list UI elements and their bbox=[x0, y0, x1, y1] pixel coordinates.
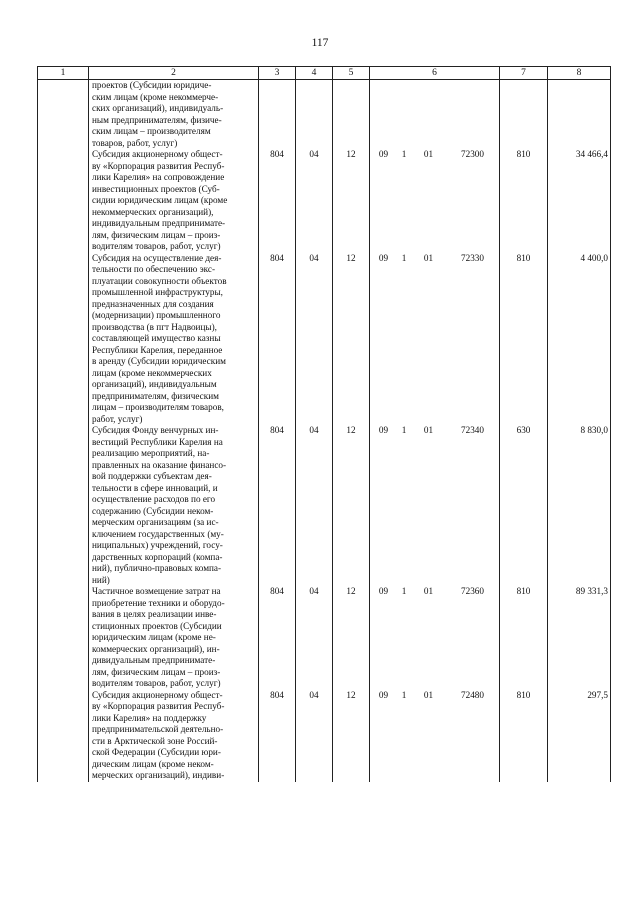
cell-target-code bbox=[370, 425, 500, 586]
description-line: товаров, работ, услуг) bbox=[92, 137, 178, 148]
cell-expense-type: 810 bbox=[500, 586, 548, 690]
cell-c4: 04 bbox=[296, 425, 333, 586]
cell-c5: 12 bbox=[333, 253, 370, 426]
cell-c4: 04 bbox=[296, 690, 333, 782]
column-header-3: 3 bbox=[259, 67, 296, 80]
target-code-parts bbox=[370, 425, 499, 437]
description-line: правленных на оказание финансо- bbox=[92, 459, 227, 470]
description-line: ским лицам – производителям bbox=[92, 126, 211, 136]
description-line: дическим лицам (кроме неком- bbox=[92, 758, 214, 769]
description-line: содержанию (Субсидии неком- bbox=[92, 505, 214, 516]
target-code-part: 01 bbox=[423, 586, 434, 596]
cell-target-code bbox=[370, 586, 500, 690]
table-row bbox=[38, 690, 611, 782]
budget-table bbox=[37, 66, 611, 782]
description-line: лицам – производителям товаров, bbox=[92, 402, 224, 412]
description-line: организаций), индивидуальным bbox=[92, 379, 217, 389]
description-line: Республики Карелия, переданное bbox=[92, 344, 223, 355]
cell-c5: 12 bbox=[333, 425, 370, 586]
cell-c5: 12 bbox=[333, 149, 370, 253]
cell-c3: 804 bbox=[259, 586, 296, 690]
target-code-parts bbox=[370, 253, 499, 265]
cell-amount: 89 331,3 bbox=[548, 586, 611, 690]
table-row bbox=[38, 425, 611, 586]
cell-expense-type: 810 bbox=[500, 690, 548, 782]
column-header-2: 2 bbox=[89, 67, 259, 80]
description-line: сти в Арктической зоне Россий- bbox=[92, 735, 218, 746]
target-code-part: 09 bbox=[378, 689, 389, 700]
cell-target-code bbox=[370, 149, 500, 253]
column-header-4: 4 bbox=[296, 67, 333, 80]
target-code-part: 01 bbox=[423, 689, 434, 700]
description-line: стиционных проектов (Субсидии bbox=[92, 620, 222, 631]
cell-c3: 804 bbox=[259, 690, 296, 782]
description-line: лики Карелия» на сопровождение bbox=[92, 172, 225, 182]
table-row bbox=[38, 80, 611, 150]
cell-c3 bbox=[259, 80, 296, 150]
column-header-1: 1 bbox=[38, 67, 89, 80]
target-code-part: 09 bbox=[378, 252, 389, 263]
description-line: коммерческих организаций), ин- bbox=[92, 643, 220, 654]
description-line: некоммерческих организаций), bbox=[92, 206, 214, 217]
description-line: мерческих организаций), индиви- bbox=[92, 770, 225, 780]
description-line: предпринимателям, физическим bbox=[92, 390, 219, 401]
target-code-parts bbox=[370, 586, 499, 598]
page-number: 117 bbox=[311, 37, 329, 49]
cell-c4: 04 bbox=[296, 253, 333, 426]
description-line: ний), публично-правовых компа- bbox=[92, 563, 222, 573]
cell-c5: 12 bbox=[333, 690, 370, 782]
cell-description bbox=[89, 586, 259, 690]
cell-amount: 34 466,4 bbox=[548, 149, 611, 253]
cell-description bbox=[89, 80, 259, 150]
target-code-part: 01 bbox=[423, 149, 434, 159]
cell-description bbox=[89, 425, 259, 586]
description-line: реализацию мероприятий, на- bbox=[92, 448, 210, 458]
target-code-part: 1 bbox=[401, 689, 407, 700]
cell-amount: 8 830,0 bbox=[548, 425, 611, 586]
target-code-part: 1 bbox=[401, 586, 407, 596]
cell-expense-type: 630 bbox=[500, 425, 548, 586]
description-line: ным предпринимателям, физиче- bbox=[92, 114, 222, 125]
description-line: дарственных корпораций (компа- bbox=[92, 551, 223, 562]
cell-target-code bbox=[370, 690, 500, 782]
description-line: лики Карелия» на поддержку bbox=[92, 712, 207, 723]
description-line: производства (в пгт Надвоицы), bbox=[92, 321, 217, 332]
description-line: тельности по обеспечению экс- bbox=[92, 264, 216, 274]
description-line: вестиций Республики Карелия на bbox=[92, 436, 223, 447]
cell-c4: 04 bbox=[296, 586, 333, 690]
description-line: промышленной инфраструктуры, bbox=[92, 287, 223, 297]
cell-c3: 804 bbox=[259, 425, 296, 586]
description-line: предпринимательской деятельно- bbox=[92, 724, 224, 734]
cell-c5: 12 bbox=[333, 586, 370, 690]
description-line: составляющей имущество казны bbox=[92, 333, 221, 343]
cell-col1 bbox=[38, 80, 89, 150]
target-code-part: 1 bbox=[401, 252, 407, 263]
target-code-part: 09 bbox=[378, 425, 389, 435]
description-line: Субсидия акционерному общест- bbox=[92, 689, 223, 700]
description-line: приобретение техники и оборудо- bbox=[92, 597, 225, 608]
table-row bbox=[38, 586, 611, 690]
description-line: вания в целях реализации инве- bbox=[92, 609, 217, 619]
cell-description bbox=[89, 690, 259, 782]
target-code-part: 01 bbox=[423, 252, 434, 263]
description-line: индивидуальным предпринимате- bbox=[92, 218, 226, 228]
cell-col1 bbox=[38, 149, 89, 253]
description-line: Субсидия Фонду венчурных ин- bbox=[92, 425, 219, 435]
description-line: ву «Корпорация развития Респуб- bbox=[92, 701, 225, 711]
description-line: Субсидия акционерному общест- bbox=[92, 149, 223, 159]
target-code-part: 1 bbox=[401, 149, 407, 159]
target-code-part: 09 bbox=[378, 586, 389, 596]
description-line: вой поддержки субъектам дея- bbox=[92, 471, 212, 481]
description-line: мерческим организациям (за ис- bbox=[92, 517, 219, 527]
cell-amount bbox=[548, 80, 611, 150]
cell-c3: 804 bbox=[259, 149, 296, 253]
description-line: дивидуальным предпринимате- bbox=[92, 655, 216, 665]
cell-amount: 297,5 bbox=[548, 690, 611, 782]
description-line: (модернизации) промышленного bbox=[92, 310, 221, 320]
description-line: плуатации совокупности объектов bbox=[92, 275, 227, 286]
cell-col1 bbox=[38, 690, 89, 782]
description-line: лицам (кроме некоммерческих bbox=[92, 367, 212, 378]
target-code-part: 09 bbox=[378, 149, 389, 159]
target-code-part: 72360 bbox=[461, 586, 484, 596]
description-line: проектов (Субсидии юридиче- bbox=[92, 80, 212, 90]
description-line: Субсидия на осуществление дея- bbox=[92, 252, 222, 263]
cell-description bbox=[89, 253, 259, 426]
description-line: водителям товаров, работ, услуг) bbox=[92, 241, 221, 251]
description-line: ву «Корпорация развития Респуб- bbox=[92, 160, 225, 171]
table-body bbox=[38, 80, 611, 782]
cell-c4 bbox=[296, 80, 333, 150]
description-line: ключением государственных (му- bbox=[92, 528, 224, 539]
table-row bbox=[38, 149, 611, 253]
description-line: ских организаций), индивидуаль- bbox=[92, 103, 224, 113]
cell-description bbox=[89, 149, 259, 253]
description-line: предназначенных для создания bbox=[92, 298, 214, 309]
column-header-6: 6 bbox=[370, 67, 500, 80]
target-code-part: 72480 bbox=[461, 689, 484, 700]
description-line: в аренду (Субсидии юридическим bbox=[92, 356, 226, 366]
cell-c4: 04 bbox=[296, 149, 333, 253]
target-code-part: 1 bbox=[401, 425, 407, 435]
target-code-part: 01 bbox=[423, 425, 434, 435]
target-code-parts bbox=[370, 149, 499, 161]
table-row bbox=[38, 253, 611, 426]
description-line: лям, физическим лицам – произ- bbox=[92, 666, 221, 677]
column-header-5: 5 bbox=[333, 67, 370, 80]
cell-expense-type: 810 bbox=[500, 149, 548, 253]
cell-col1 bbox=[38, 253, 89, 426]
column-header-8: 8 bbox=[548, 67, 611, 80]
cell-amount: 4 400,0 bbox=[548, 253, 611, 426]
description-line: ниципальных) учреждений, госу- bbox=[92, 540, 223, 550]
description-line: водителям товаров, работ, услуг) bbox=[92, 678, 221, 688]
description-line: ской Федерации (Субсидии юри- bbox=[92, 747, 221, 757]
column-header-row bbox=[38, 67, 611, 80]
cell-expense-type bbox=[500, 80, 548, 150]
description-line: тельности в сфере инноваций, и bbox=[92, 482, 218, 493]
description-line: сидии юридическим лицам (кроме bbox=[92, 195, 228, 205]
target-code-parts bbox=[370, 690, 499, 702]
target-code-part: 72340 bbox=[461, 425, 484, 435]
description-line: осуществление расходов по его bbox=[92, 494, 216, 504]
cell-expense-type: 810 bbox=[500, 253, 548, 426]
description-line: инвестиционных проектов (Суб- bbox=[92, 183, 220, 194]
cell-c3: 804 bbox=[259, 253, 296, 426]
description-line: ским лицам (кроме некоммерче- bbox=[92, 91, 219, 102]
description-line: юридическим лицам (кроме не- bbox=[92, 632, 216, 642]
cell-target-code bbox=[370, 253, 500, 426]
cell-col1 bbox=[38, 586, 89, 690]
description-line: работ, услуг) bbox=[92, 413, 143, 424]
description-line: ний) bbox=[92, 574, 110, 585]
column-header-7: 7 bbox=[500, 67, 548, 80]
target-code-part: 72300 bbox=[461, 149, 484, 159]
cell-target-code bbox=[370, 80, 500, 150]
cell-c5 bbox=[333, 80, 370, 150]
description-line: Частичное возмещение затрат на bbox=[92, 586, 221, 596]
description-line: лям, физическим лицам – произ- bbox=[92, 229, 221, 240]
cell-col1 bbox=[38, 425, 89, 586]
target-code-part: 72330 bbox=[461, 252, 484, 263]
